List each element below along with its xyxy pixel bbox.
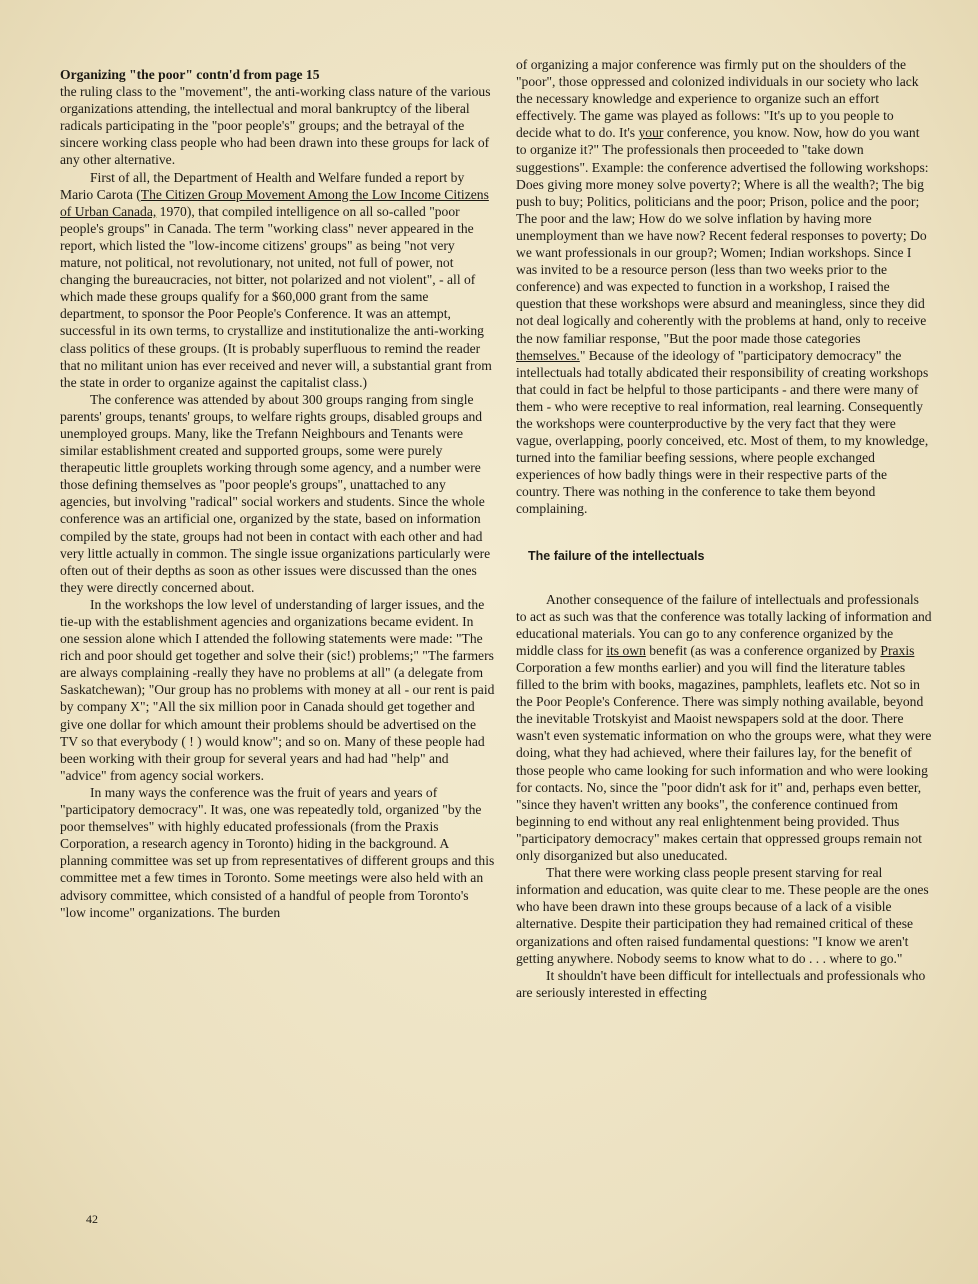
text-run: 1970), that compiled intelligence on all so-called "poor people's groups" in Canada. The term "working class" never appeared in the report, which listed the "low-income citizens' groups" as being "not very mature, not political, not revolutionary, not united, not full of power, not changing the bureaucracies, not bitter, not polarized and not violent", - all of which made these groups qualify for a $60,000 grant from the same department, to sponsor the Poor People's Conference. It was an attempt, successful in its own terms, to crystallize and institutionalize the anti-working class politics of these groups. (It is probably superfluous to remind the reader that no militant union has ever received and never will, a substantial grant from the state in order to organize against the capitalist class.) xyxy=(60,203,492,390)
paragraph: In many ways the conference was the fruit of years and years of "participatory democracy". It was, one was repeatedly told, organized "by the poor themselves" with highly educated professionals (from the Praxis Corporation, a research agency in Toronto) hiding in the background. A planning committee was set up from representatives of different groups and this committee met a few times in Toronto. Some meetings were also held with an advisory committee, which consisted of a handful of people from Toronto's "low income" organizations. The burden xyxy=(60,784,495,920)
text-run: benefit (as was a conference organized by xyxy=(645,642,881,658)
paragraph xyxy=(516,56,932,518)
page-number: 42 xyxy=(86,1212,98,1226)
continuation-header-text: Organizing "the poor" contn'd from page 15 xyxy=(60,67,320,82)
paragraph xyxy=(60,169,496,391)
emphasis-themselves: themselves. xyxy=(516,347,580,363)
text-run: of organizing a major conference was firmly put on the shoulders of the "poor", those oppressed and colonized individuals in our society who lack the necessary knowledge and experience to organize such an effort effectively. The game was played as follows: "It's up to you people to decide what to do. It's xyxy=(516,57,919,141)
text-run: Another consequence of the failure of intellectuals and professionals to act as such was that the conference was totally lacking of information and educational materials. You can go to any conference organized by the middle class for xyxy=(516,591,932,658)
section-heading: The failure of the intellectuals xyxy=(528,548,705,563)
emphasis-praxis: Praxis xyxy=(880,642,915,658)
continuation-header xyxy=(60,66,496,83)
left-column xyxy=(60,66,496,921)
paragraph: The conference was attended by about 300 groups ranging from single parents' groups, tenants' groups, to welfare rights groups, disabled groups and unemployed groups. Many, like the Trefann Neighbours and Tenants were similar establishment created and supported groups, some were purely therapeutic little grouplets working through some agency, and a number were those defining themselves as "poor people's groups", unattached to any agencies, but involving "radical" social workers and students. Since the whole conference was an artificial one, organized by the state, based on information compiled by the state, groups had not been in contact with each other and had very little actually in common. The single issue organizations particularly were often out of their depths as soon as other issues were discussed than the ones they were directly concerned about. xyxy=(60,391,491,595)
paragraph: That there were working class people present starving for real information and education, was quite clear to me. These people are the ones who have been drawn into these groups because of a lack of a visible alternative. Despite their participation they had remained critical of these organizations and often raised fundamental questions: "I know we aren't getting anywhere. Nobody seems to know what to do . . . where to go." xyxy=(516,865,929,966)
text-run: " Because of the ideology of "participatory democracy" the intellectuals had totally abdicated their responsibility of creating workshops that could in fact be helpful to those participants - and there were many of them - who were receptive to real information, real learning. Consequently the workshops were counterproductive by the very fact that they were vague, overlapping, poorly conceived, etc. Most of them, to my knowledge, turned into the familiar beefing sessions, where people exchanged experiences of how badly things were in their respective parts of the country. There was nothing in the conference to take them beyond complaining. xyxy=(516,347,929,517)
right-column xyxy=(516,56,932,1001)
text-run: Corporation a few months earlier) and you will find the literature tables filled to the brim with books, magazines, pamphlets, leaflets etc. Not so in the Poor People's Conference. There was simply nothing available, beyond the inevitable Trotskyist and Maoist newspapers sold at the door. There wasn't even systematic information on who the groups were, what they were doing, what they had achieved, where their failures lay, for the benefit of those people who came looking for such information and who were looking for contacts. No, since the "poor didn't ask for it" and, perhaps even better, "since they haven't written any books", the conference continued from beginning to end without any real enlightenment being provided. Thus "participatory democracy" makes certain that oppressed groups remain not only disorganized but also uneducated. xyxy=(516,660,932,864)
paragraph: It shouldn't have been difficult for intellectuals and professionals who are seriously interested in effecting xyxy=(516,967,926,1000)
report-title: The Citizen Group Movement Among the Low Income Citizens of Urban Canada, xyxy=(60,186,489,219)
text-run: conference, you know. Now, how do you want to organize it?" The professionals then proceeded to "take down suggestions". Example: the conference advertised the following workshops: Does giving more money solve poverty?; Where is all the wealth?; The big push to buy; Politics, politicians and the poor; Prison, police and the poor; The poor and the law; How do we solve inflation by having more unemployment than we have now? Recent federal responses to poverty; Do we want professionals in our group?; Women; Indian workshops. Since I was invited to be a resource person (less than two weeks prior to the conference) and was expected to function in a workshop, I raised the question that these workshops were absurd and meaningless, since they did not deal logically and coherently with the problems at hand, only to receive the now familiar response, "But the poor made those categories xyxy=(516,125,929,346)
paragraph: In the workshops the low level of understanding of larger issues, and the tie-up with the establishment agencies and organizations became evident. In one session alone which I attended the following statements were made: "The rich and poor should get together and solve their (sic!) problems;" "The farmers are always complaining -really they have no problems at all" (a delegate from Saskatchewan); "Our group has no problems with money at all - our rent is paid by company X"; "All the six million poor in Canada should get together and give one dollar for which amount their problems should be advertised on the TV so that everybody ( ! ) would know"; and so on. Many of these people had been working with their group for several years and had had "help" and "advice" from agency social workers. xyxy=(60,596,495,783)
text-run: First of all, the Department of Health and Welfare funded a report by Mario Carota ( xyxy=(60,169,465,202)
emphasis-its-own: its own xyxy=(606,642,646,658)
paragraph: the ruling class to the "movement", the anti-working class nature of the various organizations attending, the intellectual and moral bankruptcy of the liberal radicals participating in the "poor people's" groups; and the betrayal of the sincere working class people who had been drawn into these groups for lack of any other alternative. xyxy=(60,84,491,168)
paragraph xyxy=(516,591,932,865)
emphasis-your: your xyxy=(638,125,664,141)
